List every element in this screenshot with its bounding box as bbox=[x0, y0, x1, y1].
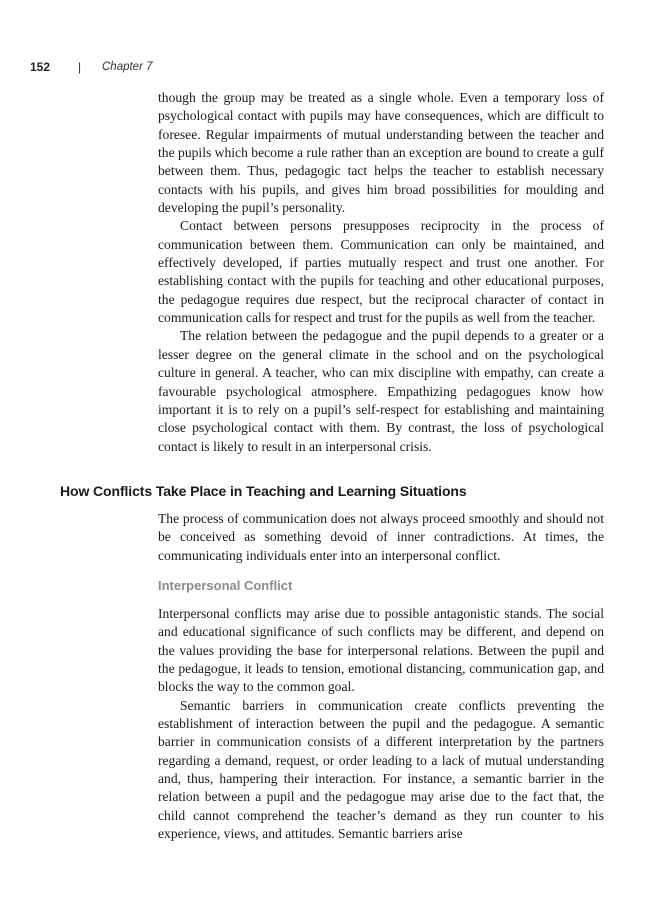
section-heading-conflicts: How Conflicts Take Place in Teaching and Learning Situations bbox=[60, 483, 467, 499]
chapter-label: Chapter 7 bbox=[102, 61, 153, 73]
page-number: 152 bbox=[30, 60, 51, 74]
body-text-block-3 bbox=[158, 605, 604, 843]
paragraph-continuation: though the group may be treated as a single whole. Even a temporary loss of psychological contact with pupils may have consequences, which are difficult to foresee. Regular impairments of mutual understanding between the teacher and the pupils which become a rule rather than an exception are bound to create a gulf between them. Thus, pedagogic tact helps the teacher to establish necessary contacts with his pupils, and gives him broad possibilities for moulding and developing the pupil’s personality. bbox=[158, 90, 604, 216]
body-text-block-2 bbox=[158, 510, 604, 565]
running-head bbox=[30, 58, 153, 76]
paragraph-communication-process: The process of communication does not always proceed smoothly and should not be conceived as something devoid of inner contradictions. At times, the communicating individuals enter into an interpersonal conflict. bbox=[158, 511, 604, 563]
paragraph-contact-reciprocity: Contact between persons presupposes reciprocity in the process of communication between them. Communication can only be maintained, and effectively developed, if parties mutually respect and trust one another. For establishing contact with the pupils for teaching and other educational purposes, the pedagogue requires due respect, but the reciprocal character of contact in communication calls for respect and trust for the pupils as well from the teacher. bbox=[158, 218, 604, 326]
subheading-interpersonal-conflict: Interpersonal Conflict bbox=[158, 578, 293, 593]
paragraph-semantic-barriers: Semantic barriers in communication create conflicts preventing the establishment of interaction between the pupil and the pedagogue. A semantic barrier in communication consists of a different interpretation by the partners regarding a demand, request, or order leading to a lack of mutual understanding and, thus, hampering their interaction. For instance, a semantic barrier in the relation between a pupil and the pedagogue may arise due to the fact that, the child cannot comprehend the teacher’s demand as they run counter to his experience, views, and attitudes. Semantic barriers arise bbox=[158, 697, 604, 842]
paragraph-pedagogue-pupil-relation: The relation between the pedagogue and the pupil depends to a greater or a lesser degree on the general climate in the school and on the psychological culture in general. A teacher, who can mix discipline with empathy, can create a favourable psychological atmosphere. Empathizing pedagogues know how important it is to rely on a pupil’s self-respect for establishing and maintaining close psychological contact with them. By contrast, the loss of psychological contact is likely to result in an interpersonal crisis. bbox=[158, 328, 604, 454]
paragraph-interpersonal-conflicts: Interpersonal conflicts may arise due to possible antagonistic stands. The social and educational significance of such conflicts may be different, and depend on the values providing the base for interpersonal relations. Between the pupil and the pedagogue, it leads to tension, emotional distancing, communication gap, and blocks the way to the common goal. bbox=[158, 606, 604, 695]
running-head-separator: | bbox=[78, 60, 82, 74]
body-text-block-1 bbox=[158, 89, 604, 456]
